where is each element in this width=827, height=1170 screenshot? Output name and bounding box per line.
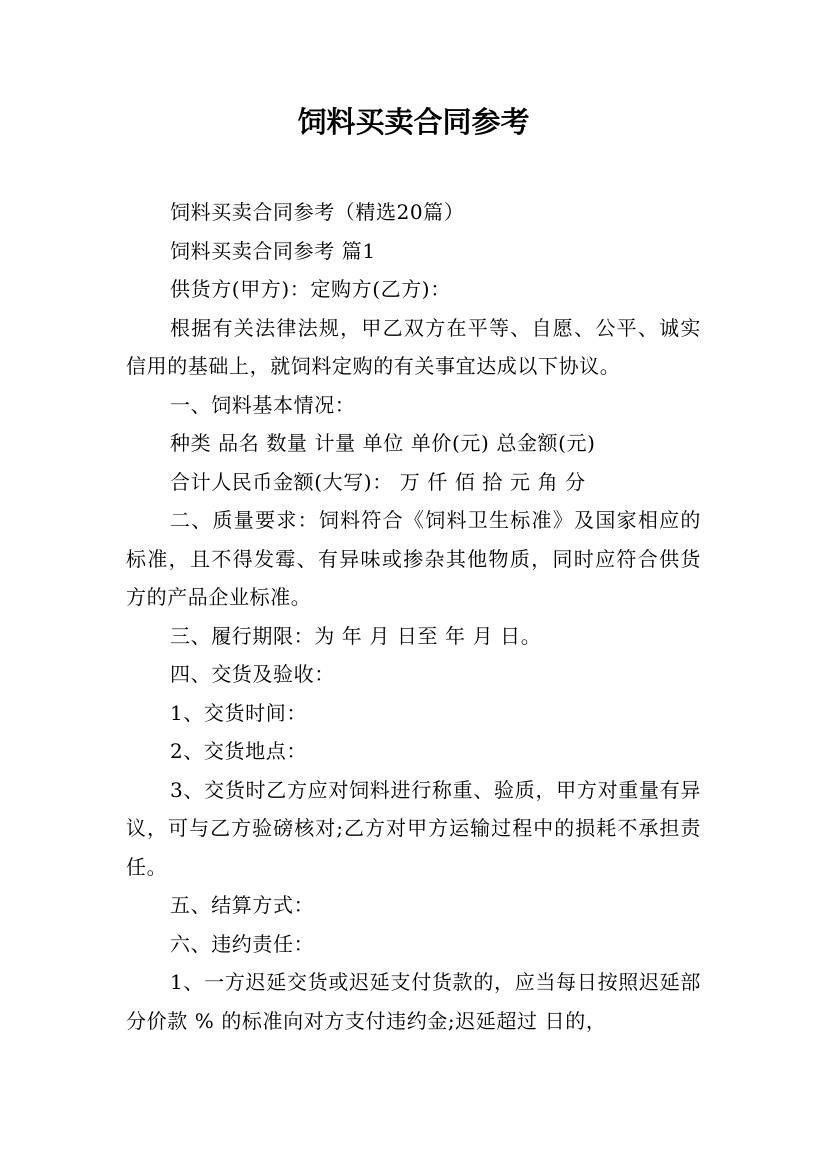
paragraph-parties: 供货方(甲方)：定购方(乙方)：	[170, 277, 451, 301]
paragraph-clause-6-1: 1、一方迟延交货或迟延支付货款的，应当每日按照迟延部分价款 % 的标准向对方支付违约金;迟延超过 日的，	[126, 970, 701, 1033]
document-body	[126, 193, 701, 1040]
paragraph-clause-4: 四、交货及验收：	[170, 662, 335, 686]
paragraph-clause-6: 六、违约责任：	[170, 931, 315, 956]
paragraph-table-header: 种类 品名 数量 计量 单位 单价(元) 总金额(元)	[170, 431, 596, 455]
paragraph-clause-2: 二、质量要求：饲料符合《饲料卫生标准》及国家相应的标准，且不得发霉、有异味或掺杂其他物质，同时应符合供货方的产品企业标准。	[126, 508, 701, 609]
paragraph-clause-4-1: 1、交货时间：	[170, 700, 307, 725]
paragraph-clause-1: 一、饲料基本情况：	[170, 392, 356, 417]
paragraph-total-amount: 合计人民币金额(大写)： 万 仟 佰 拾 元 角 分	[170, 469, 586, 494]
paragraph-clause-5: 五、结算方式：	[170, 893, 315, 917]
paragraph-subtitle: 饲料买卖合同参考（精选20篇）	[170, 200, 465, 224]
paragraph-preamble: 根据有关法律法规，甲乙双方在平等、自愿、公平、诚实信用的基础上，就饲料定购的有关事宜达成以下协议。	[126, 315, 701, 378]
paragraph-section-heading: 饲料买卖合同参考 篇1	[170, 238, 376, 263]
paragraph-clause-3: 三、履行期限：为 年 月 日至 年 月 日。	[170, 623, 542, 648]
document-title: 饲料买卖合同参考	[297, 105, 530, 139]
paragraph-clause-4-2: 2、交货地点：	[170, 739, 307, 763]
paragraph-clause-4-3: 3、交货时乙方应对饲料进行称重、验质，甲方对重量有异议，可与乙方验磅核对;乙方对甲方运输过程中的损耗不承担责任。	[126, 777, 701, 879]
